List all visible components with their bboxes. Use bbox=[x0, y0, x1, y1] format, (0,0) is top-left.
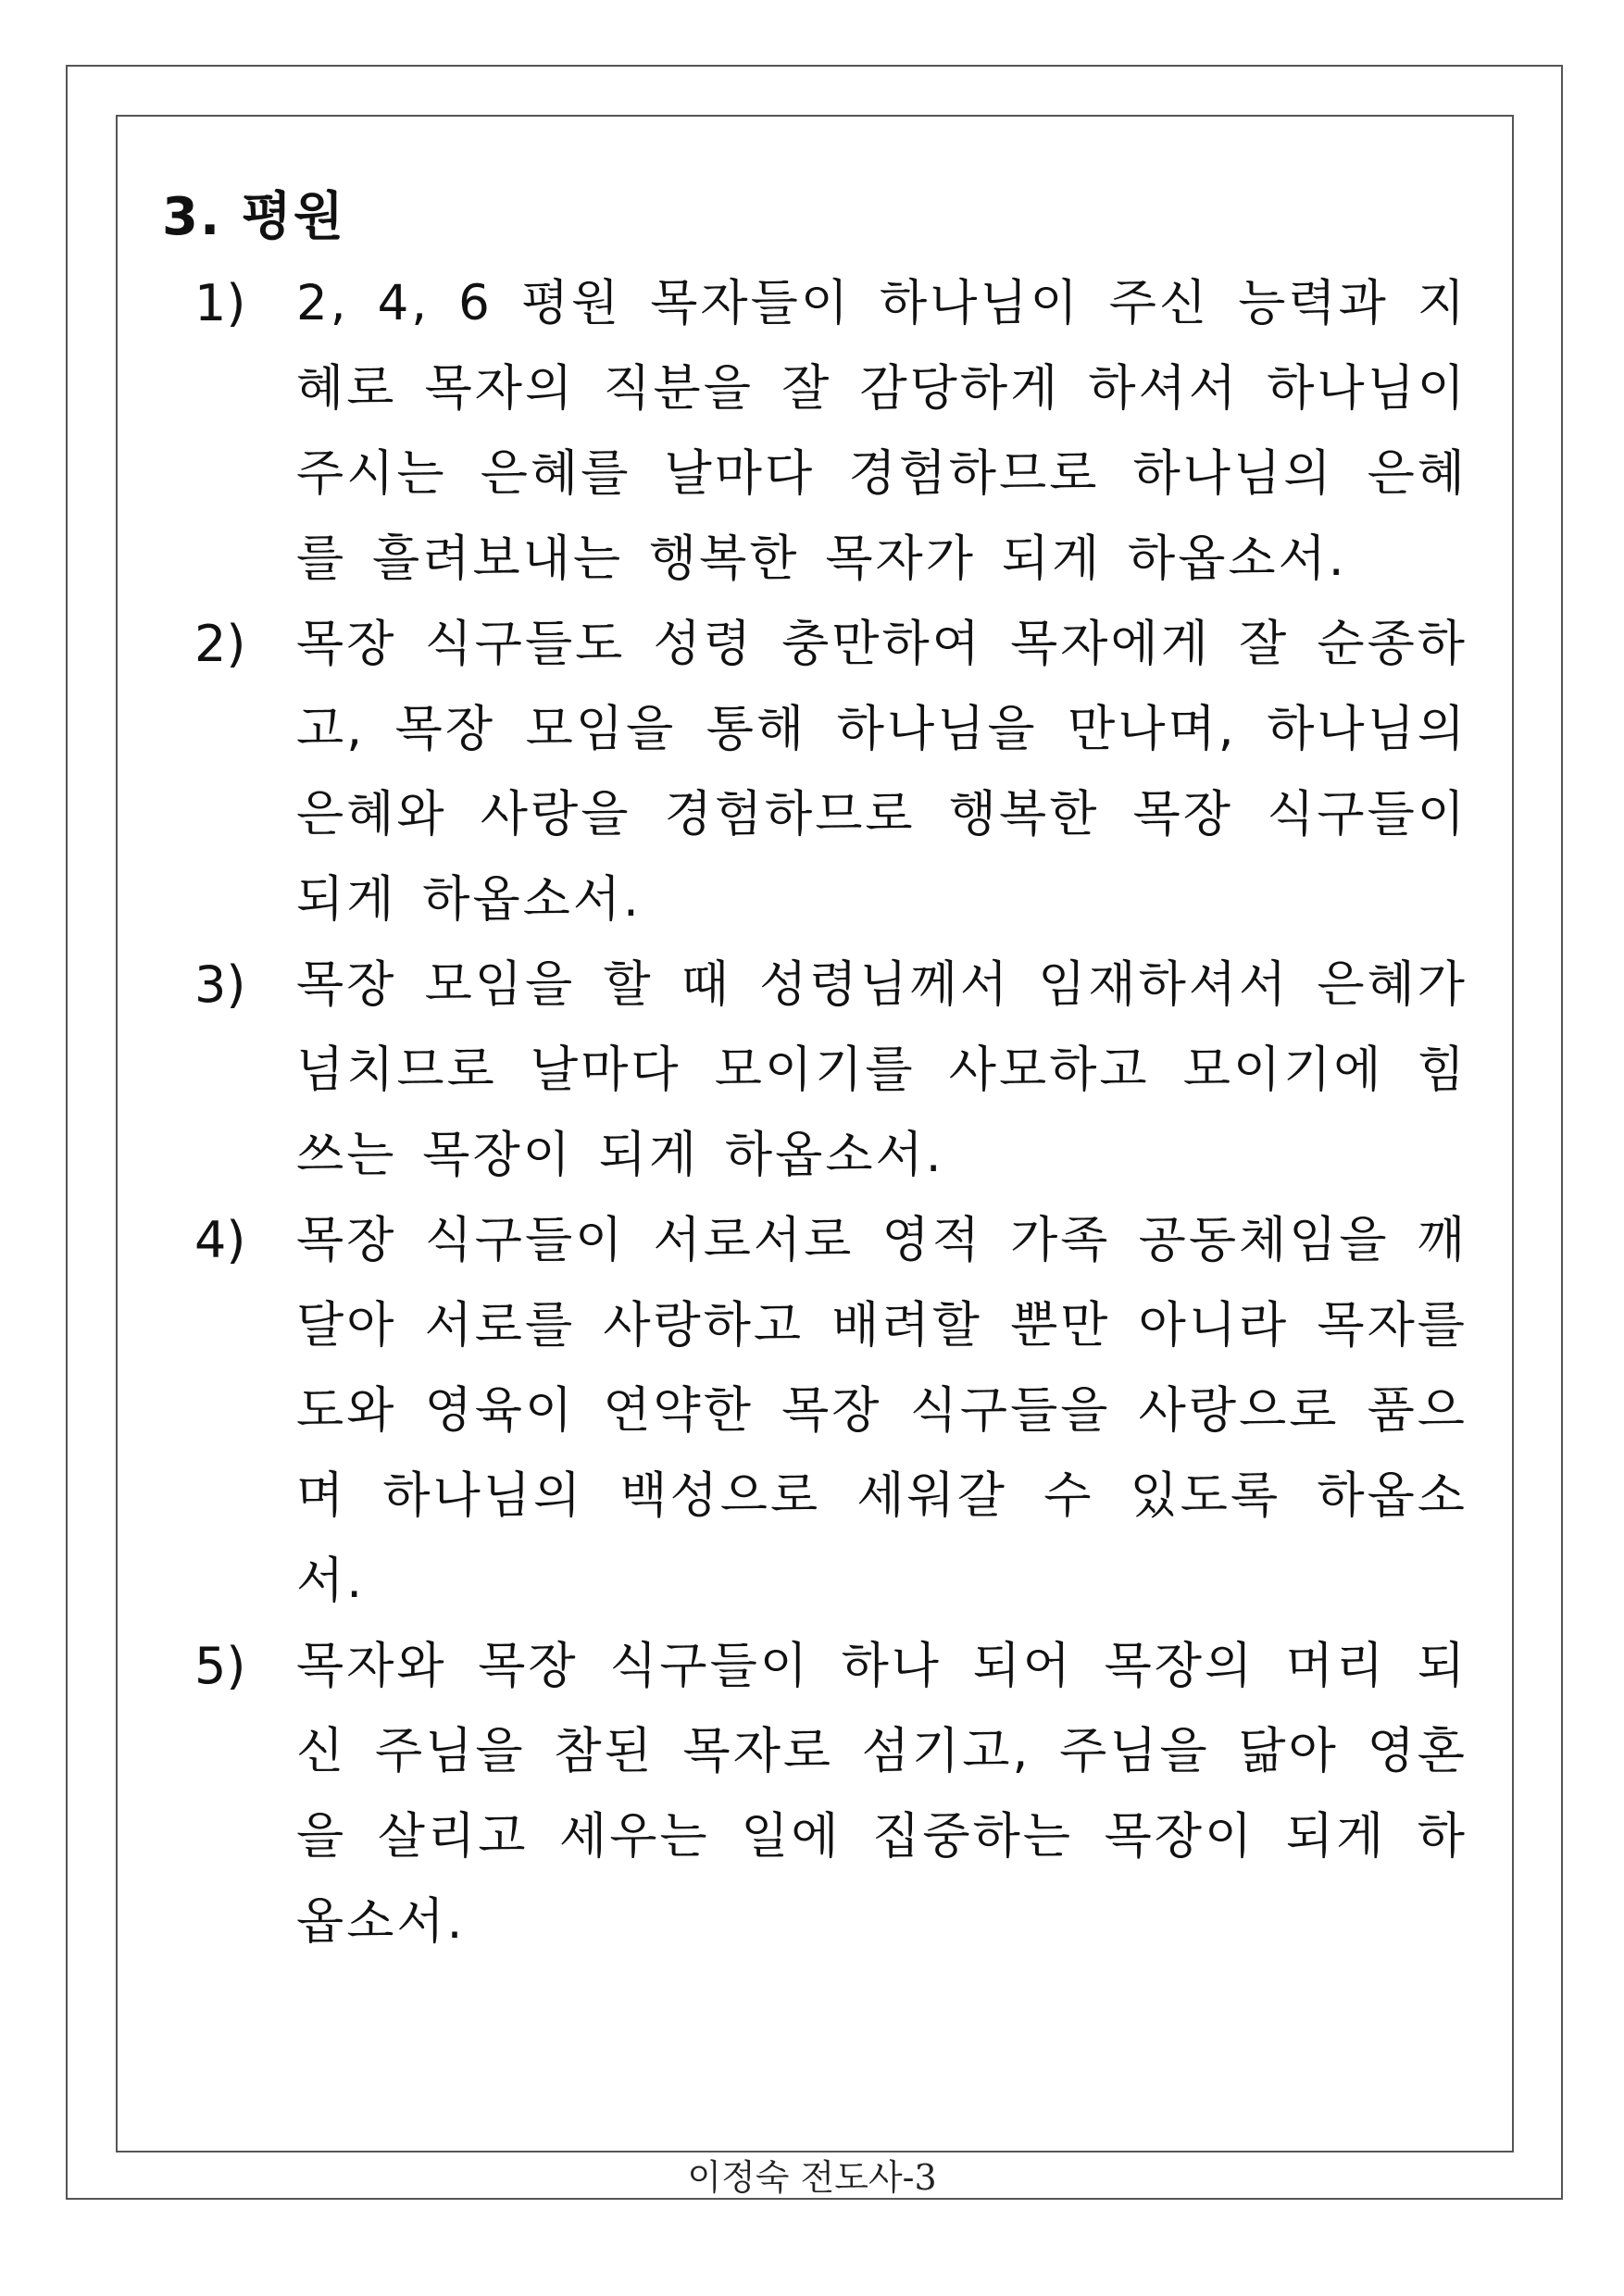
list-item bbox=[162, 942, 1491, 1198]
section-title: 3. 평원 bbox=[162, 187, 345, 247]
page-footer: 이정숙 전도사-3 bbox=[687, 2157, 937, 2198]
list-item bbox=[162, 1198, 1491, 1624]
item-number: 4) bbox=[194, 1211, 246, 1269]
list-item bbox=[162, 1624, 1491, 1965]
item-number: 2) bbox=[194, 615, 246, 673]
item-number: 5) bbox=[194, 1637, 246, 1695]
item-text: 2, 4, 6 평원 목자들이 하나님이 주신 능력과 지혜로 목자의 직분을 잘 감당하게 하셔서 하나님이 주시는 은혜를 날마다 경험하므로 하나님의 은혜를 흘려보내는 행복한 목자가 되게 하옵소서. bbox=[296, 275, 1468, 587]
item-text: 목장 모임을 할 때 성령님께서 임재하셔서 은혜가 넘치므로 날마다 모이기를 사모하고 모이기에 힘쓰는 목장이 되게 하옵소서. bbox=[296, 956, 1468, 1183]
prayer-list bbox=[162, 261, 1491, 1965]
list-item bbox=[162, 261, 1491, 602]
list-item bbox=[162, 602, 1491, 942]
item-text: 목장 식구들이 서로서로 영적 가족 공동체임을 깨달아 서로를 사랑하고 배려할 뿐만 아니라 목자를 도와 영육이 연약한 목장 식구들을 사랑으로 품으며 하나님의 백성으로 세워갈 수 있도록 하옵소서. bbox=[296, 1212, 1468, 1609]
item-number: 3) bbox=[194, 955, 246, 1014]
item-number: 1) bbox=[194, 274, 246, 332]
document-body bbox=[162, 174, 1491, 1965]
item-text: 목장 식구들도 성령 충만하여 목자에게 잘 순종하고, 목장 모임을 통해 하나님을 만나며, 하나님의 은혜와 사랑을 경험하므로 행복한 목장 식구들이 되게 하옵소서. bbox=[296, 616, 1468, 928]
item-text: 목자와 목장 식구들이 하나 되어 목장의 머리 되신 주님을 참된 목자로 섬기고, 주님을 닮아 영혼을 살리고 세우는 일에 집중하는 목장이 되게 하옵소서. bbox=[296, 1638, 1468, 1950]
